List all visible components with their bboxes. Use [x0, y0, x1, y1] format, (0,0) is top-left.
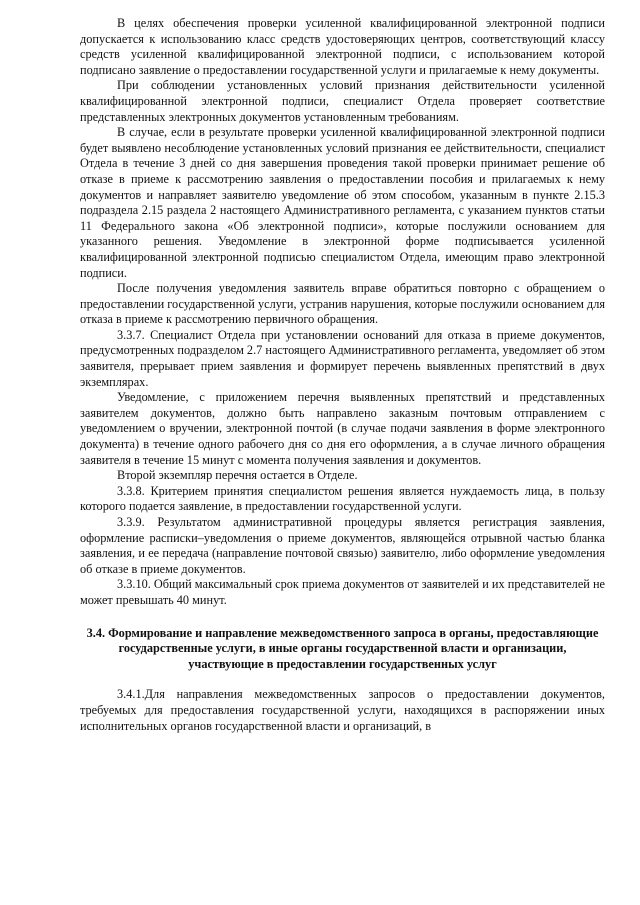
paragraph-3-3-9: 3.3.9. Результатом административной процедуры является регистрация заявления, оформление расписки–уведомления о приеме документов, являющейся отрывной частью бланка заявления, и ее передача (направление почтовой связью) заявителю, либо оформление уведомления об отказе в приеме документов.: [80, 515, 605, 576]
paragraph-signature-invalid: В случае, если в результате проверки усиленной квалифицированной электронной подписи будет выявлено несоблюдение установленных условий признания ее действительности, специалист Отдела в течение 3 дней со дня завершения проведения такой проверки принимает решение об отказе в приеме к рассмотрению заявления о предоставлении пособия и прилагаемых к нему документов и направляет заявителю уведомление об этом способом, указанным в пункте 2.15.3 подраздела 2.15 раздела 2 настоящего Административного регламента, с указанием пунктов статьи 11 Федерального закона «Об электронной подписи», которые послужили основанием для указанного решения. Уведомление в электронной форме подписывается усиленной квалифицированной электронной подписью специалистом Отдела, имеющим право электронной подписи.: [80, 125, 605, 280]
paragraph-3-3-10: 3.3.10. Общий максимальный срок приема документов от заявителей и их представителей не может превышать 40 минут.: [80, 577, 605, 607]
paragraph-3-4-1: 3.4.1.Для направления межведомственных запросов о предоставлении документов, требуемых для предоставления государственной услуги, находящихся в распоряжении иных исполнительных органов государственной власти и организаций, в: [80, 687, 605, 733]
paragraph-repeat-application: После получения уведомления заявитель вправе обратиться повторно с обращением о предоставлении государственной услуги, устранив нарушения, которые послужили основанием для отказа в приеме к рассмотрению первичного обращения.: [80, 281, 605, 327]
paragraph-signature-check-class: В целях обеспечения проверки усиленной квалифицированной электронной подписи допускается к использованию класс средств удостоверяющих центров, соответствующий классу средств усиленной квалифицированной электронной подписи, с использованием которой подписано заявление о предоставлении государственной услуги и прилагаемые к нему документы.: [80, 16, 605, 77]
paragraph-3-3-7: 3.3.7. Специалист Отдела при установлении оснований для отказа в приеме документов, предусмотренных подразделом 2.7 настоящего Административного регламента, уведомляет об этом заявителя, прерывает прием заявления и формирует перечень выявленных препятствий в двух экземплярах.: [80, 327, 605, 389]
paragraph-signature-valid: При соблюдении установленных условий признания действительности усиленной квалифицированной электронной подписи, специалист Отдела проверяет соответствие представленных электронных документов установленным требованиям.: [80, 78, 605, 124]
paragraph-3-3-8: 3.3.8. Критерием принятия специалистом решения является нуждаемость лица, в пользу которого подается заявление, в предоставлении государственной услуги.: [80, 483, 605, 514]
paragraph-notification: Уведомление, с приложением перечня выявленных препятствий и представленных заявителем документов, должно быть направлено заказным почтовым отправлением с уведомлением о вручении, электронной почтой (в случае подачи заявления в форме электронного документа) в течение одного рабочего дня со дня его оформления, а в случае личного обращения заявителя в течение 15 минут с момента получения заявления и документов.: [80, 390, 605, 467]
section-heading-3-4: 3.4. Формирование и направление межведомственного запроса в органы, предоставляющие государственные услуги, в иные органы государственной власти и организации, участвующие в предоставлении государственных услуг: [86, 625, 599, 671]
paragraph-second-copy: Второй экземпляр перечня остается в Отделе.: [117, 468, 358, 483]
